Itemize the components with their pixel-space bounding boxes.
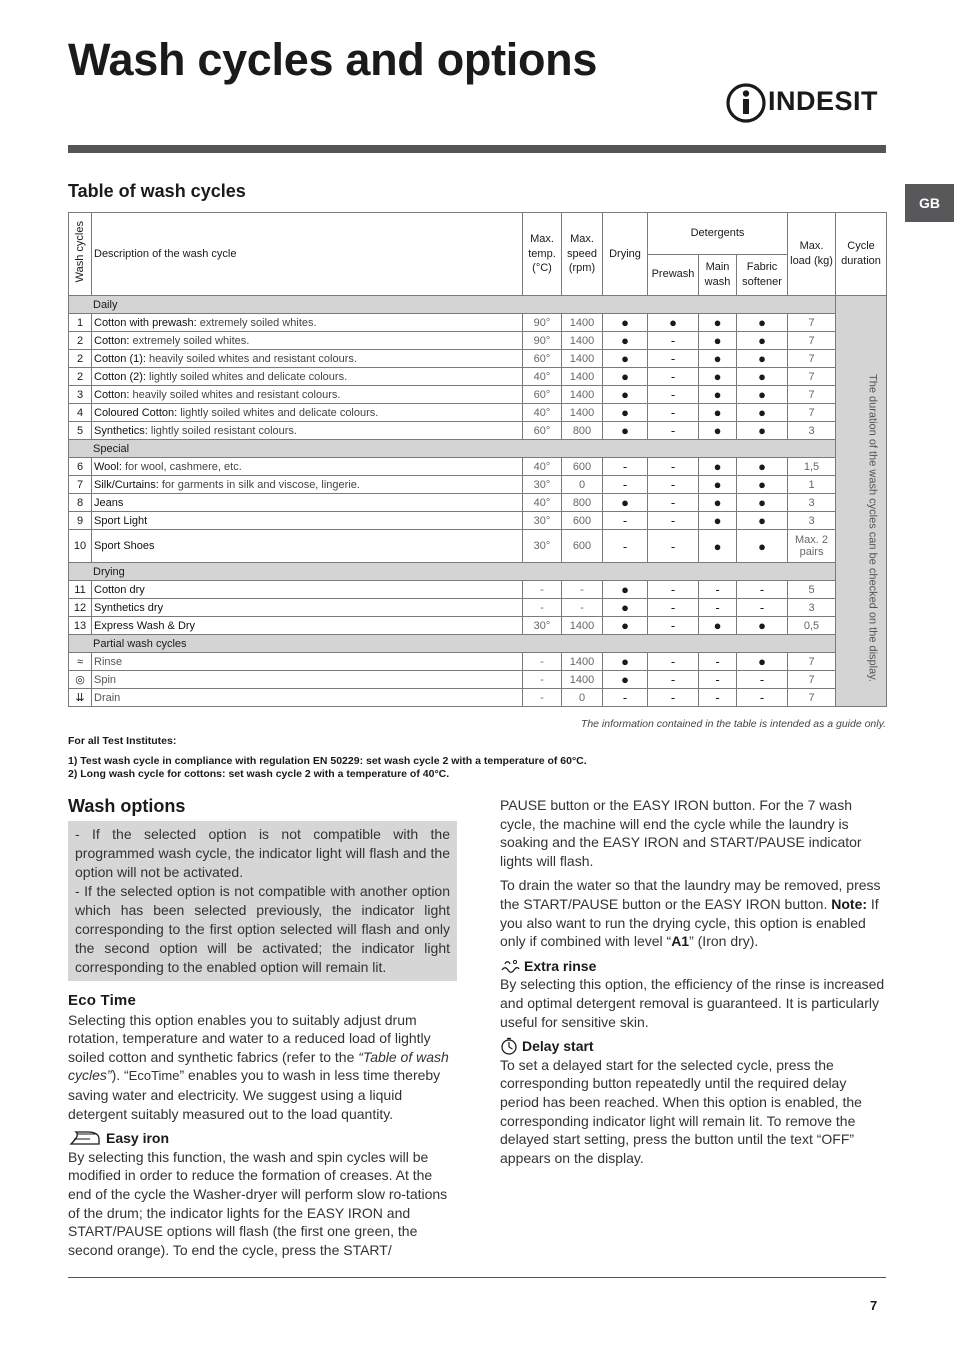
main-wash-mark: -: [699, 599, 737, 617]
max-speed: -: [562, 599, 603, 617]
max-temp: 60°: [523, 386, 562, 404]
cycle-description: Spin: [92, 671, 523, 689]
max-load: 7: [788, 332, 836, 350]
cycle-description: Cotton with prewash: extremely soiled whites.: [92, 314, 523, 332]
main-wash-mark: -: [699, 653, 737, 671]
max-speed: 1400: [562, 368, 603, 386]
prewash-mark: -: [648, 422, 699, 440]
cycle-number: 5: [69, 422, 92, 440]
max-temp: -: [523, 653, 562, 671]
page-number: 7: [870, 1298, 878, 1313]
section-row: [69, 440, 887, 458]
main-wash-mark: ●: [699, 332, 737, 350]
drying-mark: ●: [603, 314, 648, 332]
max-load: 7: [788, 671, 836, 689]
wash-cycles-table: [68, 212, 887, 707]
max-temp: 60°: [523, 422, 562, 440]
softener-mark: -: [737, 689, 788, 707]
cycle-description: Cotton (2): lightly soiled whites and delicate colours.: [92, 368, 523, 386]
softener-mark: ●: [737, 404, 788, 422]
drying-mark: ●: [603, 494, 648, 512]
max-load: 3: [788, 494, 836, 512]
prewash-mark: -: [648, 368, 699, 386]
drying-mark: ●: [603, 386, 648, 404]
easy-iron-title: Easy iron: [68, 1129, 458, 1148]
language-tab: GB: [905, 184, 954, 222]
footer-rule: [68, 1277, 886, 1278]
institutes-line-1: 1) Test wash cycle in compliance with regulation EN 50229: set wash cycle 2 with a temperature of 60°C.: [68, 754, 587, 767]
cycle-number: 2: [69, 332, 92, 350]
iron-icon: [68, 1129, 102, 1147]
table-row: [69, 386, 887, 404]
wash-options-heading: Wash options: [68, 796, 186, 816]
softener-mark: ●: [737, 476, 788, 494]
table-row: [69, 512, 887, 530]
main-wash-mark: ●: [699, 458, 737, 476]
cycle-number: 9: [69, 512, 92, 530]
main-wash-mark: ●: [699, 476, 737, 494]
col-temp: Max. temp. (°C): [523, 213, 562, 296]
brand-i-icon: [726, 82, 766, 124]
page-title: Wash cycles and options: [68, 34, 598, 85]
max-load: 7: [788, 653, 836, 671]
table-row: [69, 653, 887, 671]
table-row: [69, 422, 887, 440]
max-speed: 600: [562, 512, 603, 530]
max-speed: 1400: [562, 386, 603, 404]
max-speed: 600: [562, 530, 603, 563]
brand-name: INDESIT: [768, 86, 879, 116]
max-load: 3: [788, 422, 836, 440]
main-wash-mark: ●: [699, 368, 737, 386]
duration-note: The duration of the wash cycles can be checked on the display.: [866, 374, 879, 682]
softener-mark: ●: [737, 314, 788, 332]
institutes-line-2: 2) Long wash cycle for cottons: set wash cycle 2 with a temperature of 40°C.: [68, 768, 450, 780]
clock-icon: [500, 1037, 518, 1055]
max-temp: 30°: [523, 512, 562, 530]
note-2: - If the selected option is not compatible with another option which has been selected previously, the indicator light corresponding to the first option selected will flash and only the second option will be activated; the indicator light corresponding to the enabled option will remain lit.: [75, 883, 450, 975]
cycle-description: Sport Shoes: [92, 530, 523, 563]
prewash-mark: -: [648, 671, 699, 689]
institutes-heading: For all Test Institutes:: [68, 735, 177, 747]
cycle-number: 4: [69, 404, 92, 422]
drying-mark: ●: [603, 581, 648, 599]
main-wash-mark: ●: [699, 314, 737, 332]
drying-mark: -: [603, 512, 648, 530]
prewash-mark: -: [648, 332, 699, 350]
section-row: [69, 635, 887, 653]
max-load: Max. 2 pairs: [788, 530, 836, 563]
main-wash-mark: ●: [699, 422, 737, 440]
softener-mark: ●: [737, 458, 788, 476]
table-row: [69, 671, 887, 689]
compatibility-note: [68, 821, 457, 981]
delay-start-title: Delay start: [500, 1037, 888, 1056]
cycle-number: 12: [69, 599, 92, 617]
max-temp: -: [523, 581, 562, 599]
table-row: [69, 494, 887, 512]
max-load: 7: [788, 350, 836, 368]
cycle-description: Express Wash & Dry: [92, 617, 523, 635]
prewash-mark: -: [648, 350, 699, 368]
max-temp: 90°: [523, 332, 562, 350]
cycle-description: Wool: for wool, cashmere, etc.: [92, 458, 523, 476]
prewash-mark: -: [648, 512, 699, 530]
max-load: 7: [788, 314, 836, 332]
max-load: 1: [788, 476, 836, 494]
softener-mark: -: [737, 581, 788, 599]
max-speed: 0: [562, 476, 603, 494]
ecotime-title: [68, 992, 458, 1011]
drying-mark: ●: [603, 404, 648, 422]
main-wash-mark: -: [699, 581, 737, 599]
easy-iron-text-1: By selecting this function, the wash and spin cycles will be modified in order to reduce the formation of creases. At the end of the cycle the Washer-dryer will perform slow ro-tations of the drum; the indicator lights for the EASY IRON and START/PAUSE options will flash (the first one green, the second orange). To end the cycle, press the START/: [68, 1148, 448, 1258]
softener-mark: ●: [737, 512, 788, 530]
softener-mark: ●: [737, 332, 788, 350]
note-1: - If the selected option is not compatible with the programmed wash cycle, the indicator light will flash and the option will not be activated.: [75, 826, 450, 880]
cycle-number: 7: [69, 476, 92, 494]
main-wash-mark: ●: [699, 386, 737, 404]
max-temp: 30°: [523, 617, 562, 635]
prewash-mark: -: [648, 617, 699, 635]
section-label: Partial wash cycles: [69, 635, 836, 653]
main-wash-mark: ●: [699, 617, 737, 635]
main-wash-mark: -: [699, 671, 737, 689]
cycle-description: Rinse: [92, 653, 523, 671]
drying-mark: ●: [603, 350, 648, 368]
prewash-mark: -: [648, 494, 699, 512]
col-softener: Fabric softener: [737, 254, 788, 296]
cycle-number: ≈: [69, 653, 92, 671]
col-prewash: Prewash: [648, 254, 699, 296]
table-row: [69, 689, 887, 707]
cycle-number: 11: [69, 581, 92, 599]
extra-rinse-text: By selecting this option, the efficiency of the rinse is increased and optimal detergent removal is guaranteed. It is particularly useful for sensitive skin.: [500, 976, 885, 1030]
main-wash-mark: ●: [699, 512, 737, 530]
table-row: [69, 458, 887, 476]
softener-mark: -: [737, 599, 788, 617]
max-temp: 40°: [523, 494, 562, 512]
max-speed: -: [562, 581, 603, 599]
max-temp: 30°: [523, 476, 562, 494]
prewash-mark: -: [648, 530, 699, 563]
cycle-description: Coloured Cotton: lightly soiled whites and delicate colours.: [92, 404, 523, 422]
cycle-number: 3: [69, 386, 92, 404]
options-right-column: [500, 796, 888, 1173]
softener-mark: ●: [737, 653, 788, 671]
max-temp: 40°: [523, 458, 562, 476]
main-wash-mark: ●: [699, 350, 737, 368]
cycle-description: Cotton: extremely soiled whites.: [92, 332, 523, 350]
prewash-mark: -: [648, 404, 699, 422]
drying-mark: ●: [603, 332, 648, 350]
cycle-description: Synthetics dry: [92, 599, 523, 617]
header-rule: [68, 145, 886, 153]
softener-mark: -: [737, 671, 788, 689]
max-temp: -: [523, 599, 562, 617]
softener-mark: ●: [737, 494, 788, 512]
prewash-mark: -: [648, 458, 699, 476]
duration-cell: [836, 296, 887, 707]
extra-rinse-title: Extra rinse: [500, 957, 888, 976]
max-speed: 1400: [562, 350, 603, 368]
max-speed: 1400: [562, 332, 603, 350]
cycle-number: ⇊: [69, 689, 92, 707]
table-row: [69, 530, 887, 563]
drying-mark: ●: [603, 617, 648, 635]
cycle-description: Drain: [92, 689, 523, 707]
max-speed: 600: [562, 458, 603, 476]
max-speed: 800: [562, 422, 603, 440]
max-speed: 0: [562, 689, 603, 707]
section-label: Special: [69, 440, 836, 458]
cycle-number: 6: [69, 458, 92, 476]
cycle-number: 2: [69, 368, 92, 386]
table-heading: Table of wash cycles: [68, 181, 246, 201]
cycle-description: Silk/Curtains: for garments in silk and viscose, lingerie.: [92, 476, 523, 494]
max-temp: -: [523, 689, 562, 707]
prewash-mark: -: [648, 581, 699, 599]
drying-mark: ●: [603, 599, 648, 617]
main-wash-mark: -: [699, 689, 737, 707]
max-temp: 90°: [523, 314, 562, 332]
col-main-wash: Main wash: [699, 254, 737, 296]
drying-mark: ●: [603, 653, 648, 671]
table-row: [69, 404, 887, 422]
easy-iron-text-3: To drain the water so that the laundry may be removed, press the START/PAUSE button or the EASY IRON button. Note: If you also want to run the drying cycle, this option is enabled only if combined with level “A1” (Iron dry).: [500, 877, 881, 950]
softener-mark: ●: [737, 368, 788, 386]
drying-mark: -: [603, 458, 648, 476]
max-temp: 60°: [523, 350, 562, 368]
guide-note: The information contained in the table is intended as a guide only.: [580, 718, 886, 730]
max-temp: 40°: [523, 404, 562, 422]
drying-mark: -: [603, 530, 648, 563]
max-load: 3: [788, 599, 836, 617]
prewash-mark: -: [648, 653, 699, 671]
max-speed: 800: [562, 494, 603, 512]
table-row: [69, 581, 887, 599]
main-wash-mark: ●: [699, 404, 737, 422]
drying-mark: -: [603, 689, 648, 707]
cycle-number: 2: [69, 350, 92, 368]
prewash-mark: -: [648, 476, 699, 494]
table-row: [69, 350, 887, 368]
max-temp: 30°: [523, 530, 562, 563]
col-duration: Cycle duration: [836, 213, 887, 296]
delay-start-text: To set a delayed start for the selected cycle, press the corresponding button repeatedly until the required delay period has been reached. When this option is enabled, the corresponding indicator light will remain lit. To remove the delayed start setting, press the button until the text “OFF” appears on the display.: [500, 1056, 862, 1166]
section-label: Daily: [69, 296, 836, 314]
softener-mark: ●: [737, 530, 788, 563]
max-load: 7: [788, 689, 836, 707]
softener-mark: ●: [737, 617, 788, 635]
prewash-mark: -: [648, 689, 699, 707]
max-temp: 40°: [523, 368, 562, 386]
section-row: [69, 563, 887, 581]
max-load: 3: [788, 512, 836, 530]
col-load: Max. load (kg): [788, 213, 836, 296]
max-load: 0,5: [788, 617, 836, 635]
max-speed: 1400: [562, 404, 603, 422]
cycle-number: 8: [69, 494, 92, 512]
col-drying: Drying: [603, 213, 648, 296]
max-speed: 1400: [562, 671, 603, 689]
extra-rinse-icon: [500, 958, 520, 974]
col-detergents: Detergents: [648, 213, 788, 255]
max-speed: 1400: [562, 314, 603, 332]
cycle-description: Cotton (1): heavily soiled whites and resistant colours.: [92, 350, 523, 368]
cycle-number: 10: [69, 530, 92, 563]
table-row: [69, 332, 887, 350]
test-institutes: [68, 735, 587, 782]
indesit-logo: [726, 82, 886, 124]
ecotime-text: Selecting this option enables you to suitably adjust drum rotation, temperature and water to a reduced load of lightly soiled cotton and synthetic fabrics (refer to the “Table of wash cycles”). “EcoTime” enables you to wash in less time thereby saving water and electricity. We suggest using a liquid detergent suitably measured out to the load quantity.: [68, 1011, 449, 1122]
prewash-mark: -: [648, 599, 699, 617]
easy-iron-text-2: PAUSE button or the EASY IRON button. For the 7 wash cycle, the machine will end the cycle while the laundry is soaking and the EASY IRON and START/PAUSE indicator lights will flash.: [500, 797, 862, 869]
col-cycles: Wash cycles: [69, 213, 92, 296]
drying-mark: ●: [603, 422, 648, 440]
cycle-description: Cotton dry: [92, 581, 523, 599]
drying-mark: ●: [603, 368, 648, 386]
cycle-number: 1: [69, 314, 92, 332]
max-load: 7: [788, 386, 836, 404]
main-wash-mark: ●: [699, 530, 737, 563]
cycle-description: Synthetics: lightly soiled resistant colours.: [92, 422, 523, 440]
cycle-number: ◎: [69, 671, 92, 689]
cycle-number: 13: [69, 617, 92, 635]
section-label: Drying: [69, 563, 836, 581]
max-load: 1,5: [788, 458, 836, 476]
max-load: 5: [788, 581, 836, 599]
cycle-description: Sport Light: [92, 512, 523, 530]
prewash-mark: -: [648, 386, 699, 404]
table-row: [69, 617, 887, 635]
drying-mark: ●: [603, 671, 648, 689]
col-speed: Max. speed (rpm): [562, 213, 603, 296]
options-left-column: [68, 988, 458, 1265]
prewash-mark: ●: [648, 314, 699, 332]
max-load: 7: [788, 404, 836, 422]
max-temp: -: [523, 671, 562, 689]
max-load: 7: [788, 368, 836, 386]
table-row: [69, 314, 887, 332]
cycle-description: Cotton: heavily soiled whites and resistant colours.: [92, 386, 523, 404]
table-row: [69, 476, 887, 494]
col-description: Description of the wash cycle: [92, 213, 523, 296]
section-row: [69, 296, 887, 314]
table-row: [69, 368, 887, 386]
max-speed: 1400: [562, 617, 603, 635]
ecotime-logo: Eco Time: [68, 992, 137, 1009]
main-wash-mark: ●: [699, 494, 737, 512]
table-row: [69, 599, 887, 617]
softener-mark: ●: [737, 422, 788, 440]
softener-mark: ●: [737, 386, 788, 404]
max-speed: 1400: [562, 653, 603, 671]
cycle-description: Jeans: [92, 494, 523, 512]
softener-mark: ●: [737, 350, 788, 368]
drying-mark: -: [603, 476, 648, 494]
